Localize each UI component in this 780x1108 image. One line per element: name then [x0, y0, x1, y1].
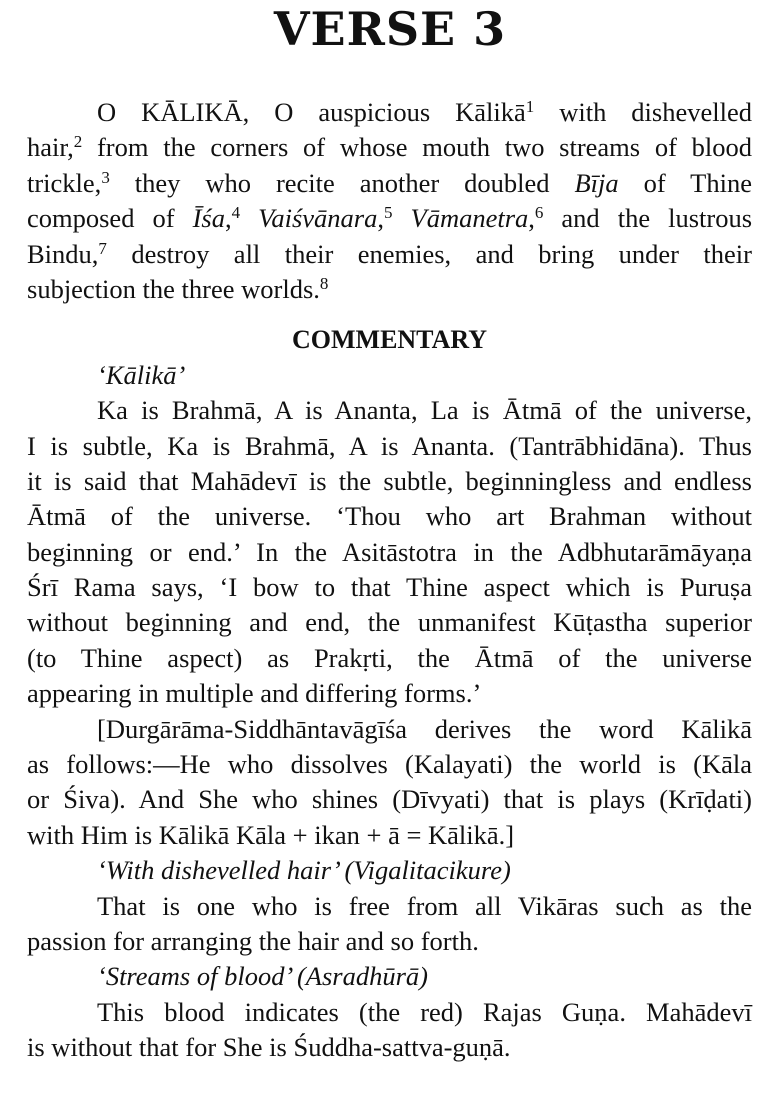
text-line: [27, 570, 752, 605]
text-run: [240, 203, 258, 233]
italic-term: Vaiśvānara: [258, 203, 378, 234]
text-run: and the lustrous: [543, 203, 753, 234]
text-line: [27, 464, 752, 499]
text-line: [27, 535, 752, 570]
text-run: it is said that Mahādevī is the subtle, beginningless and endless: [27, 465, 752, 496]
footnote-marker: 8: [319, 273, 329, 293]
text-run: they who recite another doubled: [109, 167, 575, 198]
text-line: [27, 782, 752, 817]
text-run: composed of: [27, 203, 193, 234]
text-run: (to Thine aspect) as Prakṛti, the Ātmā of the universe: [27, 642, 752, 673]
text-run: from the corners of whose mouth two streams of blood: [82, 132, 752, 163]
footnote-marker: 4: [231, 203, 241, 223]
footnote-marker: 7: [98, 238, 107, 258]
footnote-marker: 1: [525, 97, 535, 116]
text-run: or Śiva). And She who shines (Dīvyati) that is plays (Krīḍati): [27, 784, 752, 815]
text-run: Ātmā of the universe. ‘Thou who art Brahman without: [27, 501, 752, 532]
text-run: with Him is Kālikā Kāla + ikan + ā = Kālikā.]: [27, 819, 515, 850]
text-line: [27, 166, 752, 201]
text-run: trickle,: [27, 167, 102, 198]
footnote-marker: 6: [534, 203, 544, 223]
commentary-heading: COMMENTARY: [291, 325, 488, 355]
paragraph: [27, 889, 752, 960]
text-line: [27, 676, 752, 711]
italic-term: ‘With dishevelled hair’ (Vigalitacikure): [97, 855, 511, 886]
text-run: of Thine: [618, 167, 752, 198]
text-run: as follows:—He who dissolves (Kalayati) the world is (Kāla: [27, 749, 752, 780]
paragraph: [27, 712, 752, 854]
text-run: passion for arranging the hair and so forth.: [27, 925, 479, 956]
italic-term: Īśa: [192, 203, 225, 234]
page-content: [27, 95, 752, 1066]
paragraph: [27, 393, 752, 712]
text-run: That is one who is free from all Vikāras such as the: [97, 890, 752, 921]
page-title: VERSE 3: [273, 2, 507, 56]
text-line: [27, 959, 752, 994]
text-run: without beginning and end, the unmanifest Kūṭastha superior: [27, 607, 752, 638]
text-line: [27, 201, 752, 236]
text-run: I is subtle, Ka is Brahmā, A is Ananta. (Tantrābhidāna). Thus: [27, 430, 752, 461]
text-line: [27, 393, 752, 428]
text-line: [27, 995, 752, 1030]
paragraph: [27, 853, 752, 888]
text-run: with dishevelled: [534, 97, 752, 127]
text-run: hair,: [27, 132, 74, 163]
text-line: [27, 924, 752, 959]
text-run: beginning or end.’ In the Asitāstotra in the Adbhutarāmāyaṇa: [27, 536, 752, 567]
footnote-marker: 2: [73, 132, 83, 152]
text-line: [27, 95, 752, 130]
text-run: Bindu,: [27, 238, 99, 269]
text-line: [27, 237, 752, 272]
footnote-marker: 5: [383, 203, 393, 223]
text-line: [27, 641, 752, 676]
text-line: [27, 1030, 752, 1065]
text-line: [27, 818, 752, 853]
text-line: [27, 605, 752, 640]
text-run: [392, 203, 410, 233]
italic-term: ‘Streams of blood’ (Asradhūrā): [97, 961, 428, 992]
text-run: O KĀLIKĀ, O auspicious Kālikā: [97, 97, 526, 127]
text-line: [27, 853, 752, 888]
text-run: destroy all their enemies, and bring under their: [106, 238, 752, 269]
text-run: Ka is Brahmā, A is Ananta, La is Ātmā of the universe,: [97, 395, 752, 426]
italic-term: ‘Kālikā’: [97, 359, 186, 390]
italic-term: Bīja: [574, 167, 619, 198]
text-run: ,: [224, 203, 232, 234]
text-run: [Durgārāma-Siddhāntavāgīśa derives the word Kālikā: [97, 713, 752, 744]
text-line: [27, 499, 752, 534]
text-run: ,: [528, 203, 535, 234]
italic-term: Vāmanetra: [410, 203, 529, 234]
text-line: [27, 889, 752, 924]
text-line: [27, 358, 752, 393]
paragraph: [27, 358, 752, 393]
text-run: Śrī Rama says, ‘I bow to that Thine aspect which is Puruṣa: [27, 572, 752, 603]
text-line: [27, 272, 752, 307]
footnote-marker: 3: [101, 167, 110, 187]
paragraph: [27, 995, 752, 1066]
text-run: This blood indicates (the red) Rajas Guṇa. Mahādevī: [97, 996, 752, 1027]
text-run: subjection the three worlds.: [27, 273, 320, 304]
text-run: is without that for She is Śuddha-sattva-guṇā.: [27, 1032, 511, 1063]
text-line: [27, 747, 752, 782]
text-line: [27, 130, 752, 165]
text-run: ,: [377, 203, 384, 234]
text-run: appearing in multiple and differing forms.’: [27, 678, 482, 709]
text-line: [27, 712, 752, 747]
paragraph: [27, 95, 752, 307]
paragraph: [27, 959, 752, 994]
text-line: [27, 429, 752, 464]
